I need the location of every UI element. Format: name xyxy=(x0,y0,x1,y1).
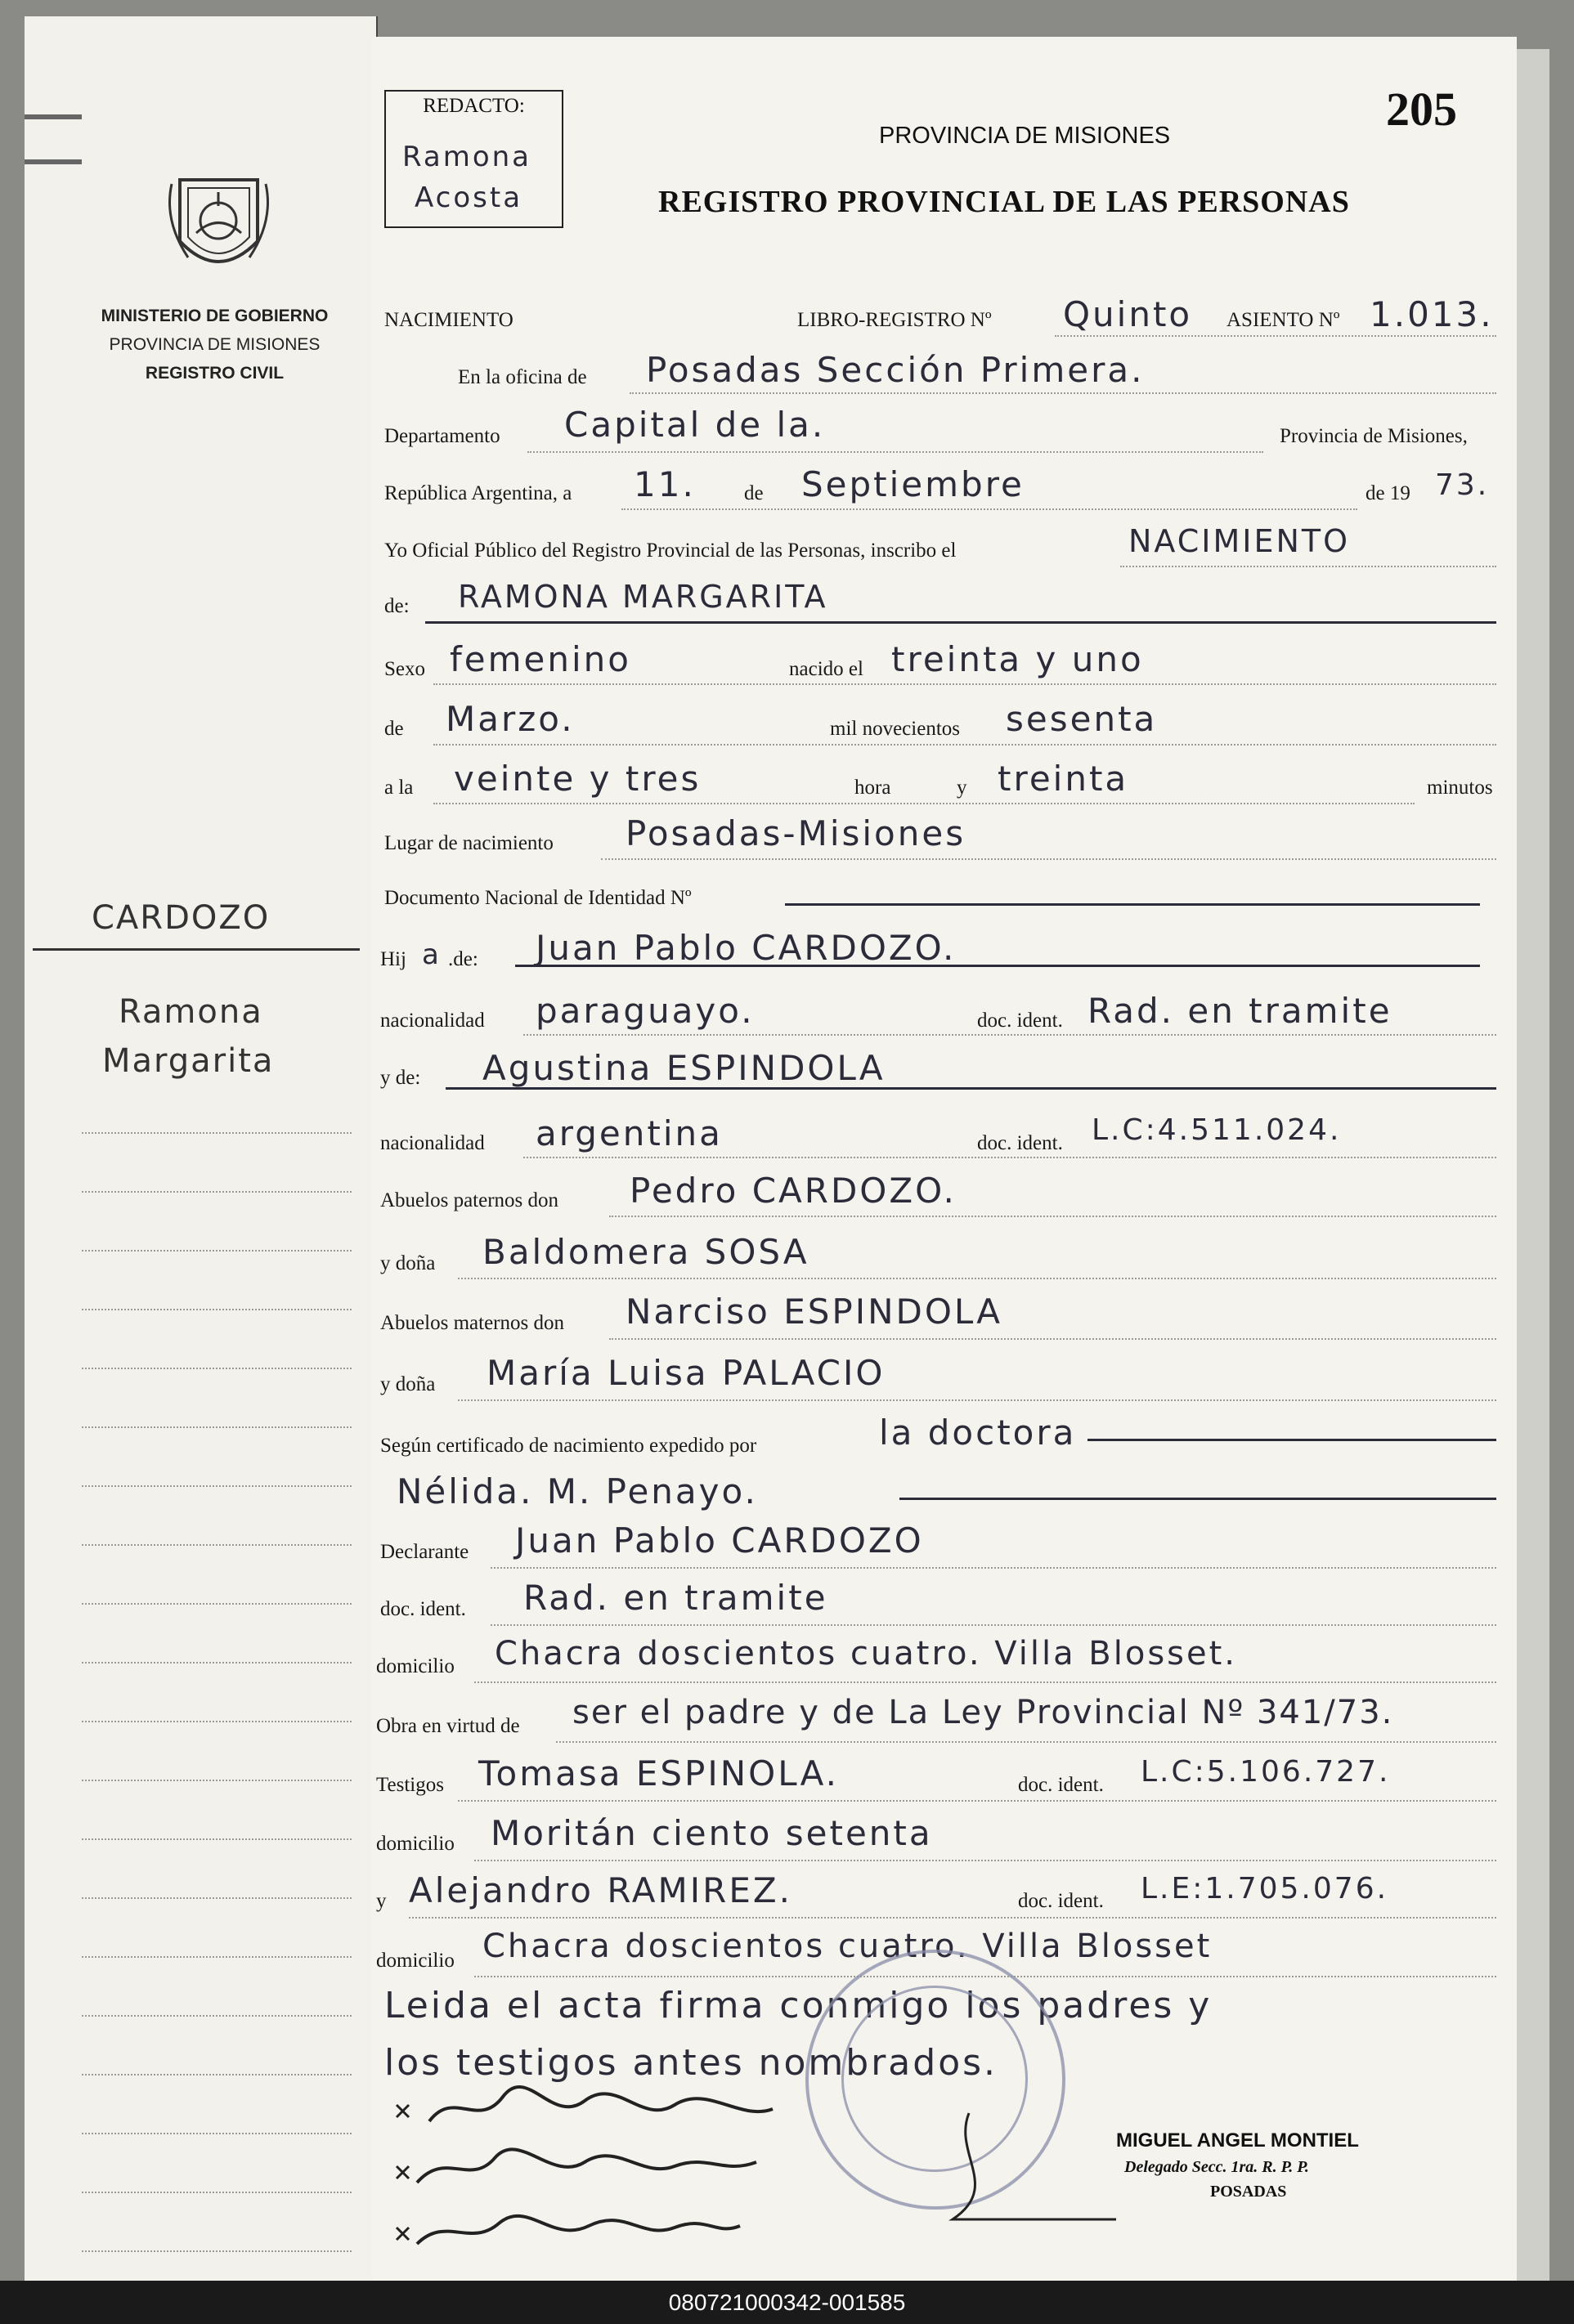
margin-ruled-line xyxy=(82,1662,352,1664)
margin-ruled-line xyxy=(82,1780,352,1781)
domicilio-label-2: domicilio xyxy=(376,1833,455,1855)
margin-ruled-line xyxy=(82,1485,352,1487)
year-value: 73. xyxy=(1435,468,1490,502)
hij-suffix: a xyxy=(422,938,442,971)
hij-de-label: .de: xyxy=(448,948,478,970)
abuelo-materno-value: Narciso ESPINDOLA xyxy=(626,1292,1003,1332)
lugar-value: Posadas-Misiones xyxy=(626,813,966,853)
binding-hole xyxy=(25,159,82,164)
inscribo-value: NACIMIENTO xyxy=(1128,523,1351,559)
dotted-line xyxy=(556,1741,1496,1743)
ydona-label-1: y doña xyxy=(380,1252,436,1274)
dotted-line xyxy=(621,508,1357,510)
abuelos-paternos-label: Abuelos paternos don xyxy=(380,1189,559,1211)
testigos-label: Testigos xyxy=(376,1774,444,1796)
dotted-line xyxy=(458,1278,1496,1279)
de-label: de xyxy=(744,482,764,504)
nacionalidad-label-2: nacionalidad xyxy=(380,1132,485,1154)
solid-line xyxy=(446,1087,1496,1090)
abuelos-maternos-label: Abuelos maternos don xyxy=(380,1312,564,1334)
province-seal-icon xyxy=(164,163,274,282)
official-name: MIGUEL ANGEL MONTIEL xyxy=(1116,2129,1359,2152)
domicilio-label-3: domicilio xyxy=(376,1950,455,1972)
declarante-value: Juan Pablo CARDOZO xyxy=(515,1520,924,1561)
margin-ruled-line xyxy=(82,2015,352,2017)
doc-ident-label-4: doc. ident. xyxy=(1018,1774,1104,1796)
doc-ident-label-1: doc. ident. xyxy=(977,1010,1063,1032)
margin-ruled-line xyxy=(82,2192,352,2193)
nacimiento-label: NACIMIENTO xyxy=(384,309,513,331)
margin-ruled-line xyxy=(82,1191,352,1193)
registry-heading: REGISTRO PROVINCIAL DE LAS PERSONAS xyxy=(658,185,1350,219)
dotted-line xyxy=(433,744,1496,746)
province-heading: PROVINCIA DE MISIONES xyxy=(879,123,1171,149)
testigo2-domicilio: Chacra doscientos cuatro. Villa Blosset xyxy=(482,1928,1213,1965)
dotted-line xyxy=(433,683,1496,685)
declarante-domicilio: Chacra doscientos cuatro. Villa Blosset. xyxy=(495,1635,1238,1672)
provincia-label: Provincia de Misiones, xyxy=(1280,425,1468,447)
libro-label: LIBRO-REGISTRO Nº xyxy=(797,309,992,331)
hora-value: veinte y tres xyxy=(454,759,702,799)
padre-value: Juan Pablo CARDOZO. xyxy=(536,928,957,968)
testigo2-value: Alejandro RAMIREZ. xyxy=(409,1870,792,1910)
dotted-line xyxy=(458,1800,1496,1802)
margin-ruled-line xyxy=(82,2074,352,2075)
madre-value: Agustina ESPINDOLA xyxy=(482,1048,886,1088)
margin-ruled-line xyxy=(82,1132,352,1134)
margin-divider xyxy=(33,948,360,951)
y-label: y xyxy=(957,777,967,799)
solid-line xyxy=(785,903,1480,906)
madre-nacionalidad: argentina xyxy=(536,1113,723,1153)
binding-hole xyxy=(25,114,82,119)
page-number: 205 xyxy=(1386,83,1457,136)
dotted-line xyxy=(474,1681,1496,1683)
leida-line-2: los testigos antes nombrados. xyxy=(384,2042,998,2084)
declarante-doc: Rad. en tramite xyxy=(523,1578,828,1618)
page-edge xyxy=(1517,49,1549,2281)
obra-value: ser el padre y de La Ley Provincial Nº 341/73. xyxy=(572,1694,1394,1731)
province-label: PROVINCIA DE MISIONES xyxy=(109,335,321,354)
registry-label: REGISTRO CIVIL xyxy=(145,364,285,383)
domicilio-label-1: domicilio xyxy=(376,1655,455,1677)
margin-ruled-line xyxy=(82,1721,352,1722)
declarante-label: Declarante xyxy=(380,1541,469,1563)
abuela-materna-value: María Luisa PALACIO xyxy=(487,1353,886,1393)
margin-ruled-line xyxy=(82,1426,352,1428)
oficina-value: Posadas Sección Primera. xyxy=(646,350,1145,390)
redacto-name-2: Acosta xyxy=(415,181,523,214)
dotted-line xyxy=(1055,335,1496,337)
solid-line xyxy=(425,621,1496,624)
madre-doc: L.C:4.511.024. xyxy=(1092,1113,1342,1147)
dotted-line xyxy=(523,1034,1496,1036)
dia-value: 11. xyxy=(634,464,696,504)
dotted-line xyxy=(609,1216,1496,1217)
padre-nacionalidad: paraguayo. xyxy=(536,991,755,1031)
nombre-value: RAMONA MARGARITA xyxy=(458,579,828,615)
dotted-line xyxy=(474,1860,1496,1861)
left-page xyxy=(25,16,378,2281)
signatures xyxy=(380,2080,1116,2281)
margin-ruled-line xyxy=(82,1544,352,1546)
margin-given-name-1: Ramona xyxy=(119,993,263,1031)
dotted-line xyxy=(601,858,1496,860)
de-year-label: de 19 xyxy=(1365,482,1410,504)
official-title: Delegado Secc. 1ra. R. P. P. xyxy=(1124,2158,1309,2176)
y2-label: y xyxy=(376,1890,387,1912)
sexo-label: Sexo xyxy=(384,658,425,680)
nacionalidad-label-1: nacionalidad xyxy=(380,1010,485,1032)
hij-label: Hij xyxy=(380,948,406,970)
solid-line xyxy=(1087,1439,1496,1441)
solid-line xyxy=(899,1498,1496,1500)
barcode-id: 080721000342-001585 xyxy=(0,2281,1574,2324)
testigo1-domicilio: Moritán ciento setenta xyxy=(491,1813,933,1853)
dni-label: Documento Nacional de Identidad Nº xyxy=(384,887,692,909)
dotted-line xyxy=(527,451,1263,453)
mes-value: Septiembre xyxy=(801,464,1025,504)
departamento-label: Departamento xyxy=(384,425,500,447)
dotted-line xyxy=(523,1157,1496,1158)
doc-ident-label-2: doc. ident. xyxy=(977,1132,1063,1154)
ministry-label: MINISTERIO DE GOBIERNO xyxy=(101,307,329,325)
margin-ruled-line xyxy=(82,1897,352,1899)
dotted-line xyxy=(609,1338,1496,1340)
abuela-paterna-value: Baldomera SOSA xyxy=(482,1232,809,1272)
minutos-value: treinta xyxy=(998,759,1129,799)
testigo1-doc: L.C:5.106.727. xyxy=(1141,1755,1391,1789)
ala-label: a la xyxy=(384,777,414,799)
redacto-label: REDACTO: xyxy=(423,95,525,117)
obra-label: Obra en virtud de xyxy=(376,1715,520,1737)
de2-label: de: xyxy=(384,595,410,617)
testigo1-value: Tomasa ESPINOLA. xyxy=(478,1753,839,1793)
margin-ruled-line xyxy=(82,2133,352,2134)
mil-label: mil novecientos xyxy=(830,718,960,740)
ydona-label-2: y doña xyxy=(380,1373,436,1395)
margin-ruled-line xyxy=(82,1250,352,1252)
republica-label: República Argentina, a xyxy=(384,482,572,504)
dotted-line xyxy=(630,392,1496,394)
mes-nac-value: Marzo. xyxy=(446,699,575,739)
lugar-label: Lugar de nacimiento xyxy=(384,832,554,854)
redacto-name-1: Ramona xyxy=(402,141,532,173)
libro-value: Quinto xyxy=(1063,294,1193,334)
margin-surname: CARDOZO xyxy=(92,899,271,937)
dotted-line xyxy=(1120,566,1496,567)
hora-label: hora xyxy=(854,777,891,799)
testigo2-doc: L.E:1.705.076. xyxy=(1141,1872,1389,1905)
dotted-line xyxy=(409,1917,1496,1919)
de3-label: de xyxy=(384,718,404,740)
doc-ident-label-3: doc. ident. xyxy=(380,1598,466,1620)
official-city: POSADAS xyxy=(1210,2183,1287,2201)
doctora-value: Nélida. M. Penayo. xyxy=(397,1471,758,1511)
minutos-label: minutos xyxy=(1427,777,1493,799)
leida-line-1: Leida el acta firma conmigo los padres y xyxy=(384,1985,1213,2026)
segun-label: Según certificado de nacimiento expedido por xyxy=(380,1435,757,1457)
yo-oficial-label: Yo Oficial Público del Registro Provincial de las Personas, inscribo el xyxy=(384,540,957,562)
dotted-line xyxy=(433,803,1415,804)
margin-ruled-line xyxy=(82,1956,352,1958)
margin-ruled-line xyxy=(82,1368,352,1369)
dotted-line xyxy=(458,1399,1496,1401)
padre-doc: Rad. en tramite xyxy=(1087,991,1392,1031)
sexo-value: femenino xyxy=(450,639,631,679)
margin-ruled-line xyxy=(82,1603,352,1605)
nacido-label: nacido el xyxy=(789,658,863,680)
departamento-value: Capital de la. xyxy=(564,405,826,445)
abuelo-paterno-value: Pedro CARDOZO. xyxy=(630,1171,957,1211)
segun-value: la doctora xyxy=(879,1413,1077,1453)
margin-ruled-line xyxy=(82,2250,352,2252)
nacido-value: treinta y uno xyxy=(891,639,1144,679)
dotted-line xyxy=(491,1624,1496,1626)
dotted-line xyxy=(491,1567,1496,1569)
margin-ruled-line xyxy=(82,1309,352,1310)
asiento-value: 1.013. xyxy=(1370,294,1494,334)
oficina-label: En la oficina de xyxy=(458,366,587,388)
redacto-box xyxy=(384,90,563,228)
margin-given-name-2: Margarita xyxy=(102,1042,275,1080)
doc-ident-label-5: doc. ident. xyxy=(1018,1890,1104,1912)
yde-label: y de: xyxy=(380,1067,421,1089)
margin-ruled-line xyxy=(82,1838,352,1840)
asiento-label: ASIENTO Nº xyxy=(1226,309,1340,331)
mil-value: sesenta xyxy=(1006,699,1158,739)
solid-line xyxy=(515,965,1480,967)
